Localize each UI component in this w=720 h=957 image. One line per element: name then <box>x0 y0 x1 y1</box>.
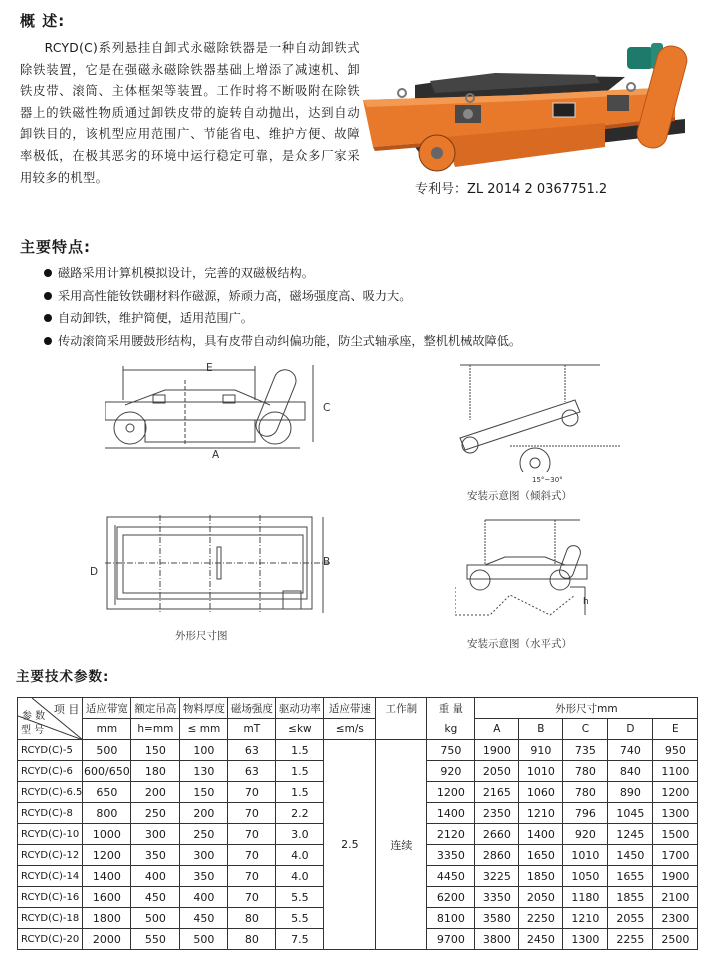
power-cell: 4.0 <box>276 866 324 887</box>
duty-cell: 连续 <box>376 740 427 950</box>
weight-cell: 3350 <box>427 845 475 866</box>
weight-cell: 1200 <box>427 782 475 803</box>
thickness-cell: 350 <box>180 866 228 887</box>
dim-label-b: B <box>323 556 331 568</box>
field-cell: 70 <box>228 803 276 824</box>
incline-angle: 15°~30° <box>532 476 563 484</box>
width-cell: 1400 <box>83 866 131 887</box>
dim-e-cell: 1300 <box>653 803 698 824</box>
dim-c-cell: 1210 <box>563 908 608 929</box>
field-cell: 63 <box>228 761 276 782</box>
field-cell: 80 <box>228 929 276 950</box>
power-cell: 4.0 <box>276 845 324 866</box>
dim-col-b: B <box>519 719 563 740</box>
power-cell: 2.2 <box>276 803 324 824</box>
weight-cell: 750 <box>427 740 475 761</box>
model-cell: RCYD(C)-5 <box>18 740 83 761</box>
unit-thickness: ≤ mm <box>180 719 228 740</box>
field-cell: 70 <box>228 845 276 866</box>
dim-col-c: C <box>563 719 608 740</box>
dim-e-cell: 2500 <box>653 929 698 950</box>
height-cell: 350 <box>131 845 180 866</box>
weight-cell: 2120 <box>427 824 475 845</box>
dim-e-cell: 950 <box>653 740 698 761</box>
width-cell: 800 <box>83 803 131 824</box>
unit-power: ≤kw <box>276 719 324 740</box>
dim-a-cell: 2860 <box>475 845 519 866</box>
dim-col-d: D <box>608 719 653 740</box>
unit-duty <box>376 719 427 740</box>
dim-a-cell: 3225 <box>475 866 519 887</box>
table-row <box>18 740 698 761</box>
height-cell: 150 <box>131 740 180 761</box>
dim-b-cell: 1210 <box>519 803 563 824</box>
dim-d-cell: 1855 <box>608 887 653 908</box>
height-cell: 550 <box>131 929 180 950</box>
dim-col-a: A <box>475 719 519 740</box>
dim-b-cell: 2050 <box>519 887 563 908</box>
model-cell: RCYD(C)-12 <box>18 845 83 866</box>
header-duty: 工作制 <box>376 698 427 719</box>
dim-b-cell: 1060 <box>519 782 563 803</box>
corner-cell <box>18 698 83 740</box>
dim-e-cell: 2100 <box>653 887 698 908</box>
power-cell: 1.5 <box>276 761 324 782</box>
power-cell: 1.5 <box>276 782 324 803</box>
field-cell: 70 <box>228 782 276 803</box>
power-cell: 5.5 <box>276 908 324 929</box>
side-view-drawing <box>105 360 345 455</box>
weight-cell: 6200 <box>427 887 475 908</box>
dim-c-cell: 780 <box>563 761 608 782</box>
dim-e-cell: 1200 <box>653 782 698 803</box>
unit-height: h=mm <box>131 719 180 740</box>
dim-c-cell: 1010 <box>563 845 608 866</box>
width-cell: 1600 <box>83 887 131 908</box>
field-cell: 70 <box>228 887 276 908</box>
corner-param-label: 参 数 <box>22 711 46 722</box>
height-cell: 500 <box>131 908 180 929</box>
dim-d-cell: 840 <box>608 761 653 782</box>
dim-e-cell: 2300 <box>653 908 698 929</box>
header-dimensions: 外形尺寸mm <box>475 698 698 719</box>
thickness-cell: 130 <box>180 761 228 782</box>
incline-install-drawing <box>450 360 630 472</box>
dim-b-cell: 910 <box>519 740 563 761</box>
dim-c-cell: 920 <box>563 824 608 845</box>
dim-c-cell: 796 <box>563 803 608 824</box>
thickness-cell: 150 <box>180 782 228 803</box>
weight-cell: 920 <box>427 761 475 782</box>
header-weight: 重 量 <box>427 698 475 719</box>
width-cell: 650 <box>83 782 131 803</box>
dim-label-d: D <box>90 566 99 578</box>
model-cell: RCYD(C)-14 <box>18 866 83 887</box>
height-cell: 300 <box>131 824 180 845</box>
dim-d-cell: 2055 <box>608 908 653 929</box>
thickness-cell: 200 <box>180 803 228 824</box>
feature-item: 自动卸铁，维护简便，适用范围广。 <box>44 307 521 330</box>
dim-a-cell: 2660 <box>475 824 519 845</box>
dim-label-c: C <box>323 402 331 414</box>
spec-title: 主要技术参数: <box>16 669 110 685</box>
feature-item: 传动滚筒采用腰鼓形结构，具有皮带自动纠偏功能，防尘式轴承座，整机机械故障低。 <box>44 330 521 353</box>
dim-c-cell: 1300 <box>563 929 608 950</box>
header-thickness: 物料厚度 <box>180 698 228 719</box>
unit-weight: kg <box>427 719 475 740</box>
thickness-cell: 500 <box>180 929 228 950</box>
field-cell: 80 <box>228 908 276 929</box>
width-cell: 1000 <box>83 824 131 845</box>
width-cell: 2000 <box>83 929 131 950</box>
model-cell: RCYD(C)-6 <box>18 761 83 782</box>
dim-a-cell: 2050 <box>475 761 519 782</box>
corner-model-label: 型 号 <box>21 725 45 736</box>
unit-width: mm <box>83 719 131 740</box>
thickness-cell: 300 <box>180 845 228 866</box>
dim-a-cell: 3350 <box>475 887 519 908</box>
dim-c-cell: 735 <box>563 740 608 761</box>
dim-b-cell: 1650 <box>519 845 563 866</box>
dim-e-cell: 1500 <box>653 824 698 845</box>
unit-row <box>18 719 698 740</box>
dim-d-cell: 890 <box>608 782 653 803</box>
height-cell: 250 <box>131 803 180 824</box>
thickness-cell: 100 <box>180 740 228 761</box>
height-cell: 450 <box>131 887 180 908</box>
unit-belt-speed: ≤m/s <box>324 719 376 740</box>
model-cell: RCYD(C)-20 <box>18 929 83 950</box>
dim-label-a: A <box>212 449 220 461</box>
power-cell: 7.5 <box>276 929 324 950</box>
field-cell: 70 <box>228 866 276 887</box>
model-cell: RCYD(C)-8 <box>18 803 83 824</box>
spec-table <box>17 697 698 950</box>
weight-cell: 1400 <box>427 803 475 824</box>
power-cell: 1.5 <box>276 740 324 761</box>
belt-speed-cell: 2.5 <box>324 740 376 950</box>
width-cell: 600/650 <box>83 761 131 782</box>
weight-cell: 4450 <box>427 866 475 887</box>
overview-paragraph: RCYD(C)系列悬挂自卸式永磁除铁器是一种自动卸铁式除铁装置，它是在强磁永磁除铁器基础上增添了减速机、卸铁皮带、滚筒、主体框架等装置。工作时将不断吸附在除铁器上的铁磁性物质通过卸铁皮带的旋转自动抛出，达到自动卸铁目的，该机型应用范围广、节能省电、维护方便、故障率极低，在极其恶劣的环境中运行稳定可靠，是众多厂家采用较多的机型。 <box>20 41 360 185</box>
product-photo <box>355 35 715 175</box>
dim-b-cell: 2450 <box>519 929 563 950</box>
unit-field: mT <box>228 719 276 740</box>
dim-b-cell: 1010 <box>519 761 563 782</box>
dim-e-cell: 1900 <box>653 866 698 887</box>
header-belt-speed: 适应带速 <box>324 698 376 719</box>
dim-a-cell: 3800 <box>475 929 519 950</box>
thickness-cell: 450 <box>180 908 228 929</box>
height-cell: 180 <box>131 761 180 782</box>
dim-a-cell: 2350 <box>475 803 519 824</box>
dim-label-e: E <box>206 362 213 374</box>
header-row <box>18 698 698 719</box>
dim-d-cell: 1045 <box>608 803 653 824</box>
incline-caption: 安装示意图（倾斜式） <box>467 490 572 502</box>
dim-d-cell: 1655 <box>608 866 653 887</box>
model-cell: RCYD(C)-18 <box>18 908 83 929</box>
dim-b-cell: 1850 <box>519 866 563 887</box>
corner-item-label: 项 目 <box>53 703 80 716</box>
dim-b-cell: 2250 <box>519 908 563 929</box>
horizontal-caption: 安装示意图（水平式） <box>467 638 572 650</box>
power-cell: 3.0 <box>276 824 324 845</box>
feature-item: 采用高性能钕铁硼材料作磁源，矫顽力高，磁场强度高、吸力大。 <box>44 285 521 308</box>
dim-d-cell: 1245 <box>608 824 653 845</box>
dim-b-cell: 1400 <box>519 824 563 845</box>
overview-title: 概 述: <box>20 12 66 30</box>
top-view-caption: 外形尺寸图 <box>175 630 228 642</box>
power-cell: 5.5 <box>276 887 324 908</box>
model-cell: RCYD(C)-16 <box>18 887 83 908</box>
overview-text <box>20 38 360 189</box>
features-title: 主要特点: <box>20 238 91 256</box>
dim-d-cell: 2255 <box>608 929 653 950</box>
field-cell: 70 <box>228 824 276 845</box>
dim-c-cell: 780 <box>563 782 608 803</box>
width-cell: 500 <box>83 740 131 761</box>
header-power: 驱动功率 <box>276 698 324 719</box>
width-cell: 1800 <box>83 908 131 929</box>
height-cell: 200 <box>131 782 180 803</box>
weight-cell: 8100 <box>427 908 475 929</box>
top-view-drawing <box>105 515 345 620</box>
feature-item: 磁路采用计算机模拟设计，完善的双磁极结构。 <box>44 262 521 285</box>
header-width: 适应带宽 <box>83 698 131 719</box>
dim-d-cell: 740 <box>608 740 653 761</box>
features-list <box>44 262 521 352</box>
dim-d-cell: 1450 <box>608 845 653 866</box>
dim-a-cell: 1900 <box>475 740 519 761</box>
header-height: 额定吊高 <box>131 698 180 719</box>
patent-number: 专利号：ZL 2014 2 0367751.2 <box>415 182 608 197</box>
model-cell: RCYD(C)-10 <box>18 824 83 845</box>
dim-a-cell: 3580 <box>475 908 519 929</box>
model-cell: RCYD(C)-6.5 <box>18 782 83 803</box>
dim-e-cell: 1100 <box>653 761 698 782</box>
dim-c-cell: 1180 <box>563 887 608 908</box>
dim-c-cell: 1050 <box>563 866 608 887</box>
dim-e-cell: 1700 <box>653 845 698 866</box>
dim-col-e: E <box>653 719 698 740</box>
dim-a-cell: 2165 <box>475 782 519 803</box>
thickness-cell: 250 <box>180 824 228 845</box>
header-field: 磁场强度 <box>228 698 276 719</box>
field-cell: 63 <box>228 740 276 761</box>
weight-cell: 9700 <box>427 929 475 950</box>
height-cell: 400 <box>131 866 180 887</box>
thickness-cell: 400 <box>180 887 228 908</box>
width-cell: 1200 <box>83 845 131 866</box>
height-label-h: h <box>583 597 589 607</box>
horizontal-install-drawing <box>455 515 635 620</box>
